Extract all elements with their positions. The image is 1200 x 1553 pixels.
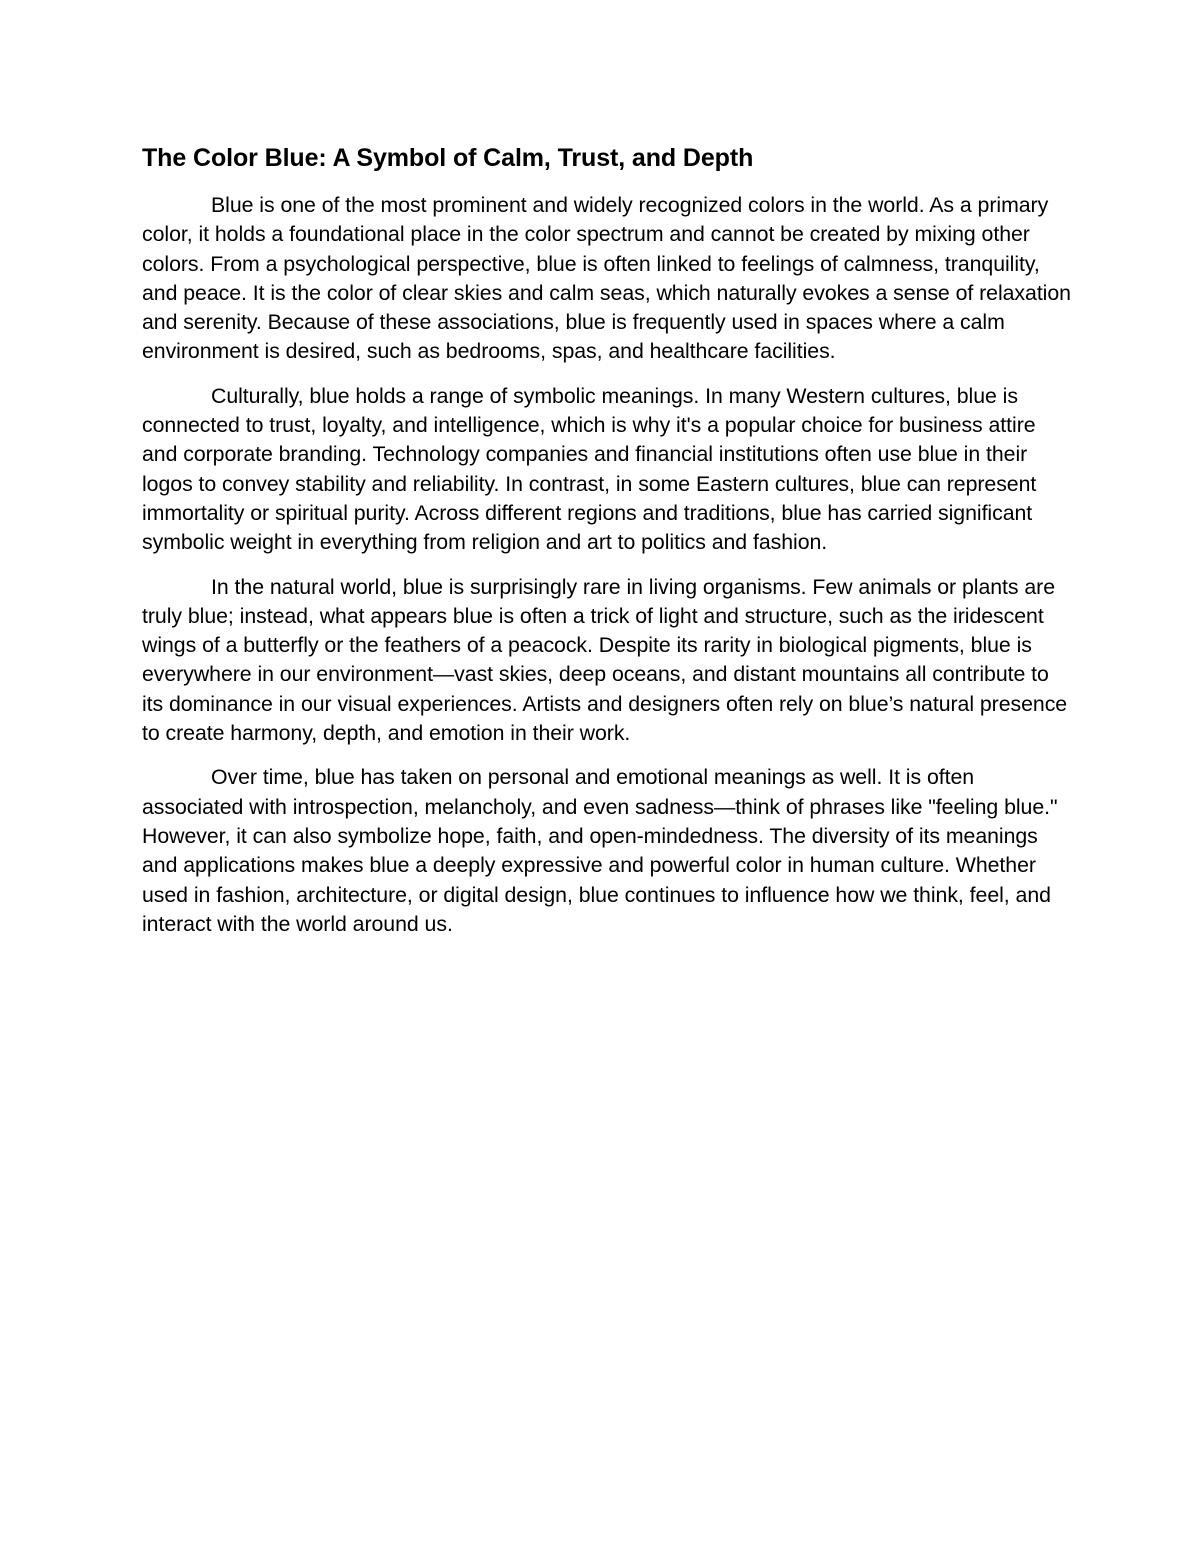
document-title: The Color Blue: A Symbol of Calm, Trust, and Depth bbox=[142, 144, 754, 172]
paragraph-culture: Culturally, blue holds a range of symbolic meanings. In many Western cultures, blue is connected to trust, loyalty, and intelligence, which is why it's a popular choice for business attire and corporate branding. Technology companies and financial institutions often use blue in their logos to convey stability and reliability. In contrast, in some Eastern cultures, blue can represent immortality or spiritual purity. Across different regions and traditions, blue has carried significant symbolic weight in everything from religion and art to politics and fashion. bbox=[142, 383, 1037, 555]
document-body bbox=[142, 140, 1072, 954]
paragraph-psychology: Blue is one of the most prominent and widely recognized colors in the world. As a primary color, it holds a foundational place in the color spectrum and cannot be created by mixing other colors. From a psychological perspective, blue is often linked to feelings of calmness, tranquility, and peace. It is the color of clear skies and calm seas, which naturally evokes a sense of relaxation and serenity. Because of these associations, blue is frequently used in spaces where a calm environment is desired, such as bedrooms, spas, and healthcare facilities. bbox=[142, 193, 1071, 364]
paragraph-emotion: Over time, blue has taken on personal and emotional meanings as well. It is often associated with introspection, melancholy, and even sadness—think of phrases like "feeling blue." However, it can also symbolize hope, faith, and open-mindedness. The diversity of its meanings and applications makes blue a deeply expressive and powerful color in human culture. Whether used in fashion, architecture, or digital design, blue continues to influence how we think, feel, and interact with the world around us. bbox=[142, 765, 1058, 936]
paragraph-nature: In the natural world, blue is surprisingly rare in living organisms. Few animals or plants are truly blue; instead, what appears blue is often a trick of light and structure, such as the iridescent wings of a butterfly or the feathers of a peacock. Despite its rarity in biological pigments, blue is everywhere in our environment—vast skies, deep oceans, and distant mountains all contribute to its dominance in our visual experiences. Artists and designers often rely on blue’s natural presence to create harmony, depth, and emotion in their work. bbox=[142, 574, 1068, 746]
